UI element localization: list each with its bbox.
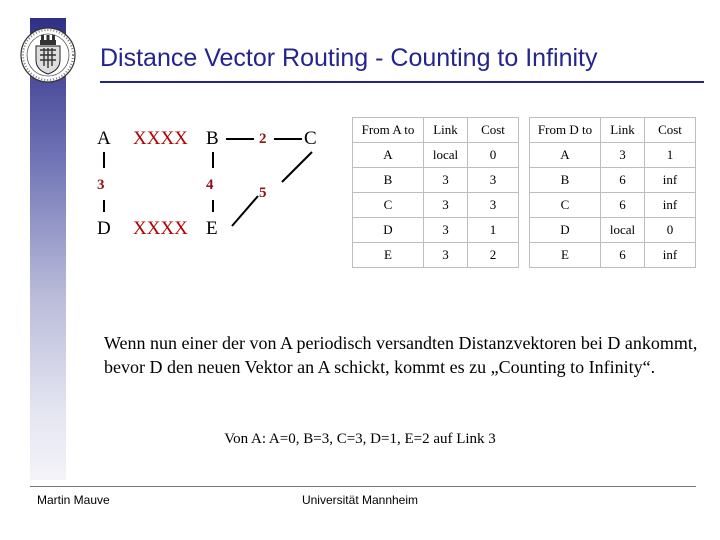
- edge-cost-c-e: 5: [259, 185, 267, 201]
- edge-cost-b-e: 4: [206, 177, 214, 193]
- placeholder-xxxx-top: XXXX: [133, 128, 188, 149]
- table-cell: 6: [601, 168, 645, 193]
- node-c: C: [304, 128, 317, 149]
- table-cell: 1: [468, 218, 519, 243]
- table-row: [353, 168, 519, 193]
- column-header: From D to: [530, 118, 601, 143]
- edge-cost-b-c: 2: [259, 131, 267, 147]
- summary-line: Von A: A=0, B=3, C=3, D=1, E=2 auf Link 3: [224, 431, 496, 447]
- table-row: [353, 243, 519, 268]
- table-cell: local: [424, 143, 468, 168]
- link-a-d-upper: [103, 152, 105, 168]
- edge-cost-a-d: 3: [97, 177, 105, 193]
- link-b-c-left: [226, 138, 254, 140]
- table-cell: 1: [645, 143, 696, 168]
- table-row: [530, 143, 696, 168]
- placeholder-xxxx-bottom: XXXX: [133, 218, 188, 239]
- title-underline: [100, 81, 704, 83]
- table-row: [530, 168, 696, 193]
- node-b: B: [206, 128, 219, 149]
- routing-table-from-a: [352, 117, 519, 268]
- routing-table-from-d: [529, 117, 696, 268]
- table-cell: inf: [645, 168, 696, 193]
- node-d: D: [97, 218, 111, 239]
- table-cell: E: [530, 243, 601, 268]
- explanation-paragraph: Wenn nun einer der von A periodisch versandten Distanzvektoren bei D ankommt, bevor D den neuen Vektor an A schickt, kommt es zu „Counting to Infinity“.: [104, 333, 698, 377]
- table-cell: 3: [468, 193, 519, 218]
- column-header: Link: [601, 118, 645, 143]
- table-row: [530, 193, 696, 218]
- link-b-e-upper: [212, 152, 214, 168]
- column-header: Cost: [468, 118, 519, 143]
- table-cell: 3: [424, 218, 468, 243]
- table-cell: A: [353, 143, 424, 168]
- table-row: [530, 218, 696, 243]
- link-b-e-lower: [212, 200, 214, 212]
- table-header-row: [530, 118, 696, 143]
- university-seal-icon: [18, 22, 78, 92]
- table-row: [353, 193, 519, 218]
- link-c-e: [226, 144, 326, 234]
- table-cell: 2: [468, 243, 519, 268]
- column-header: Link: [424, 118, 468, 143]
- table-cell: 3: [424, 243, 468, 268]
- table-row: [353, 218, 519, 243]
- footer-divider: [30, 486, 696, 487]
- table-row: [530, 243, 696, 268]
- footer-institution: Universität Mannheim: [301, 493, 419, 507]
- table-cell: 3: [424, 193, 468, 218]
- table-cell: 3: [468, 168, 519, 193]
- node-e: E: [206, 218, 218, 239]
- table-cell: 3: [424, 168, 468, 193]
- slide-title: Distance Vector Routing - Counting to Infinity: [100, 44, 598, 72]
- column-header: From A to: [353, 118, 424, 143]
- table-cell: inf: [645, 243, 696, 268]
- table-header-row: [353, 118, 519, 143]
- table-row: [353, 143, 519, 168]
- column-header: Cost: [645, 118, 696, 143]
- table-cell: B: [530, 168, 601, 193]
- table-cell: local: [601, 218, 645, 243]
- table-cell: A: [530, 143, 601, 168]
- table-cell: 3: [601, 143, 645, 168]
- table-cell: inf: [645, 193, 696, 218]
- link-a-d-lower: [103, 200, 105, 212]
- table-cell: C: [530, 193, 601, 218]
- link-b-c-right: [274, 138, 302, 140]
- table-cell: E: [353, 243, 424, 268]
- table-cell: 0: [645, 218, 696, 243]
- table-cell: D: [530, 218, 601, 243]
- table-cell: 6: [601, 243, 645, 268]
- table-cell: D: [353, 218, 424, 243]
- table-cell: 6: [601, 193, 645, 218]
- node-a: A: [97, 128, 111, 149]
- table-cell: 0: [468, 143, 519, 168]
- footer-author: Martin Mauve: [37, 493, 110, 507]
- table-cell: C: [353, 193, 424, 218]
- table-cell: B: [353, 168, 424, 193]
